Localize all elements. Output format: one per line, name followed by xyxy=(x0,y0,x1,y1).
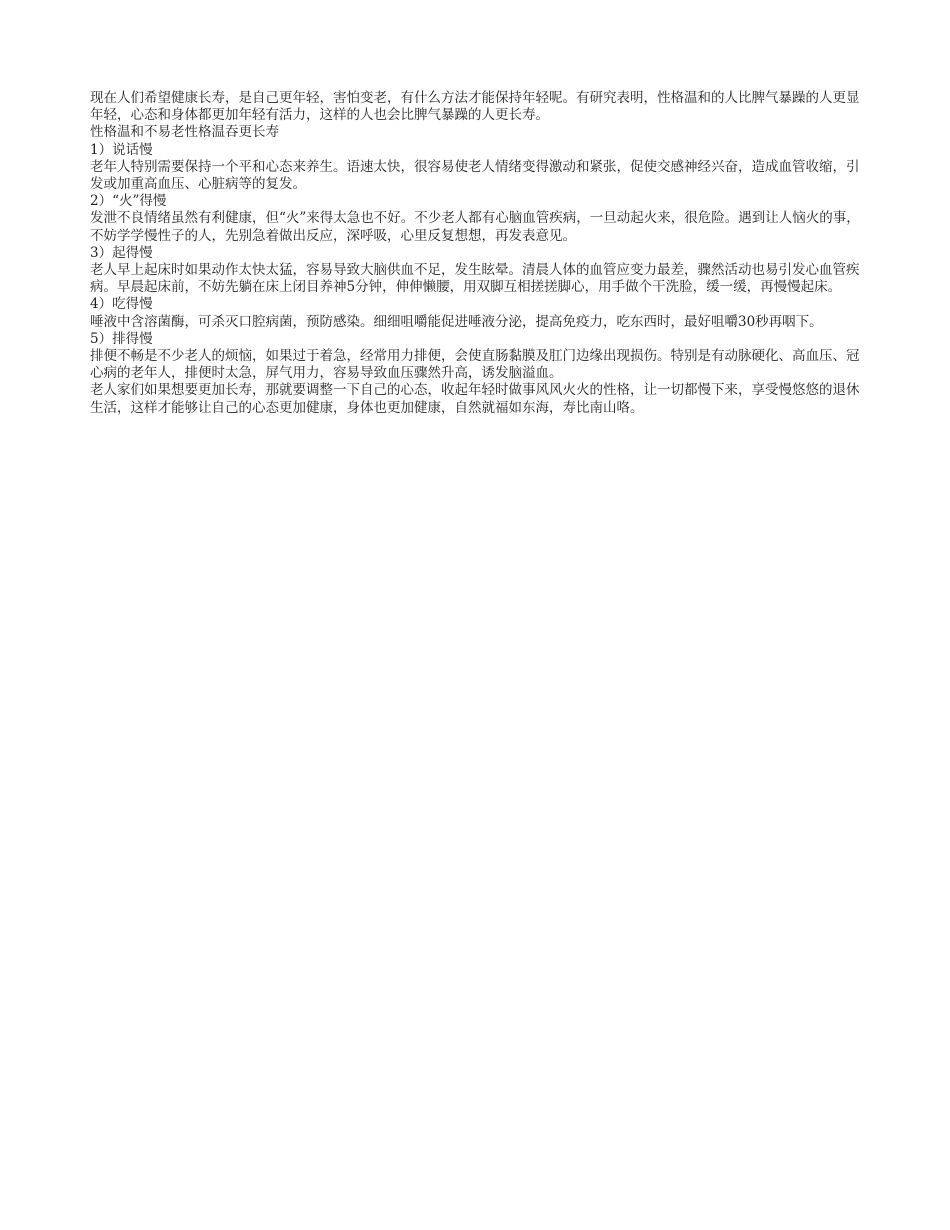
section-heading-4: 4）吃得慢 xyxy=(90,296,153,313)
section-body-3: 老人早上起床时如果动作太快太猛，容易导致大脑供血不足，发生眩晕。清晨人体的血管应变力最差，骤然活动也易引发心血管疾病。早晨起床前，不妨先躺在床上闭目养神5分钟，伸伸懒腰，用双脚互相搓搓脚心，用手做个干洗脸，缓一缓，再慢慢起床。 xyxy=(90,262,860,296)
section-body-2: 发泄不良情绪虽然有利健康，但“火”来得太急也不好。不少老人都有心脑血管疾病，一旦动起火来，很危险。遇到让人恼火的事，不妨学学慢性子的人，先别急着做出反应，深呼吸，心里反复想想，再发表意见。 xyxy=(90,210,860,244)
section-heading-3: 3）起得慢 xyxy=(90,244,153,261)
conclusion-paragraph: 老人家们如果想要更加长寿，那就要调整一下自己的心态，收起年轻时做事风风火火的性格，让一切都慢下来，享受慢悠悠的退休生活，这样才能够让自己的心态更加健康，身体也更加健康，自然就福如东海，寿比南山咯。 xyxy=(90,382,860,416)
document-body xyxy=(90,90,860,417)
section-body-5: 排便不畅是不少老人的烦恼，如果过于着急，经常用力排便，会使直肠黏膜及肛门边缘出现损伤。特别是有动脉硬化、高血压、冠心病的老年人，排便时太急，屏气用力，容易导致血压骤然升高，诱发脑溢血。 xyxy=(90,348,860,382)
section-body-4: 唾液中含溶菌酶，可杀灭口腔病菌，预防感染。细细咀嚼能促进唾液分泌，提高免疫力，吃东西时，最好咀嚼30秒再咽下。 xyxy=(90,313,823,330)
section-heading-1: 1）说话慢 xyxy=(90,141,153,158)
article-title: 性格温和不易老性格温吞更长寿 xyxy=(90,124,279,141)
section-body-1: 老年人特别需要保持一个平和心态来养生。语速太快，很容易使老人情绪变得激动和紧张，促使交感神经兴奋，造成血管收缩，引发或加重高血压、心脏病等的复发。 xyxy=(90,158,860,193)
section-heading-2: 2）“火”得慢 xyxy=(90,193,167,210)
section-heading-5: 5）排得慢 xyxy=(90,330,153,347)
intro-paragraph: 现在人们希望健康长寿，是自己更年轻，害怕变老，有什么方法才能保持年轻呢。有研究表明，性格温和的人比脾气暴躁的人更显年轻，心态和身体都更加年轻有活力，这样的人也会比脾气暴躁的人更长寿。 xyxy=(90,90,860,124)
